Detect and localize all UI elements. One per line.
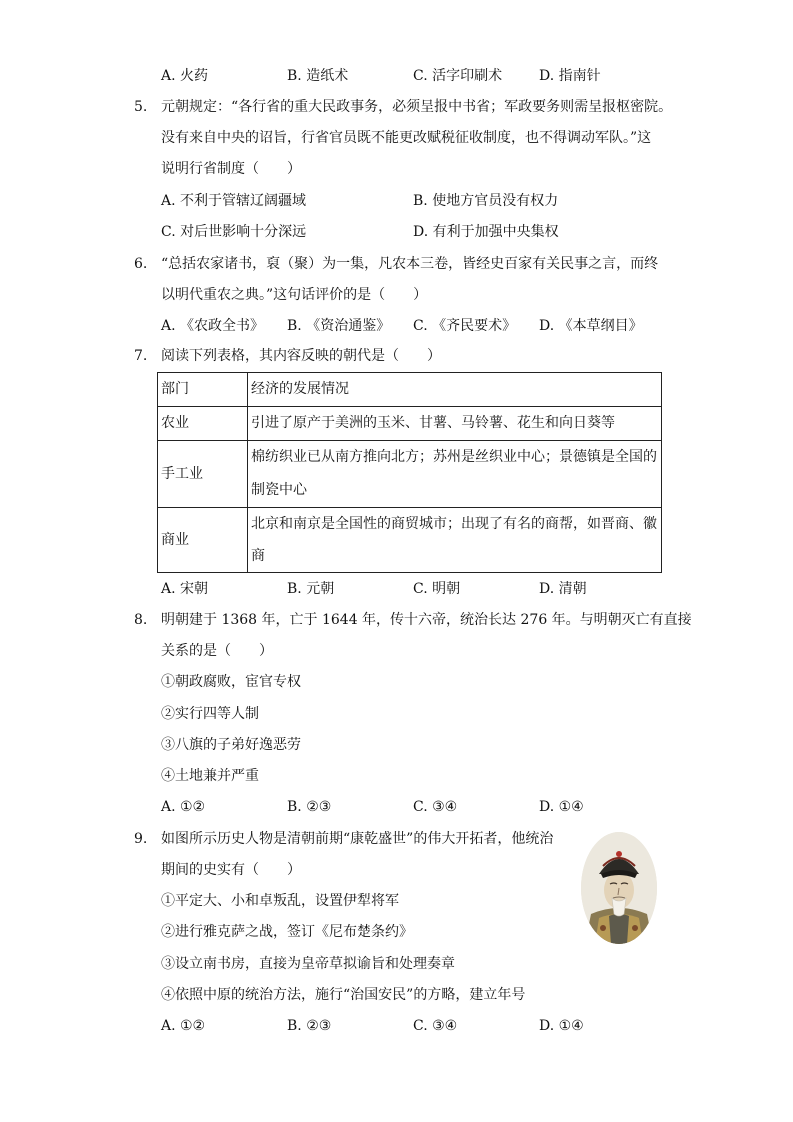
table-cell-description: 引进了原产于美洲的玉米、甘薯、马铃薯、花生和向日葵等 — [248, 407, 662, 441]
q6-option-c: C. 《齐民要术》 — [413, 318, 517, 334]
q6-stem-line-1: “总括农家诸书，裒（聚）为一集，凡农本三卷，皆经史百家有关民事之言，而终 — [161, 256, 659, 272]
table-cell-sector: 农业 — [158, 407, 248, 441]
q4-option-b: B. 造纸术 — [287, 68, 349, 84]
q8-number: 8. — [134, 612, 148, 628]
q9-item-3: ③设立南书房，直接为皇帝草拟谕旨和处理奏章 — [161, 956, 455, 972]
q7-option-b: B. 元朝 — [287, 581, 335, 597]
q9-stem-line-2: 期间的史实有（ ） — [161, 862, 301, 878]
table-cell-description: 北京和南京是全国性的商贸城市；出现了有名的商帮，如晋商、徽商 — [248, 508, 662, 573]
q8-stem-line-2: 关系的是（ ） — [161, 643, 273, 659]
economy-table — [157, 372, 662, 573]
q7-number: 7. — [134, 348, 148, 364]
q9-item-1: ①平定大、小和卓叛乱，设置伊犁将军 — [161, 893, 399, 909]
q5-option-d: D. 有利于加强中央集权 — [413, 224, 559, 240]
q6-option-d: D. 《本草纲目》 — [539, 318, 643, 334]
table-row — [158, 441, 662, 508]
q8-item-1: ①朝政腐败，宦官专权 — [161, 674, 301, 690]
q5-option-a: A. 不利于管辖辽阔疆域 — [161, 193, 307, 209]
q5-option-b: B. 使地方官员没有权力 — [413, 193, 559, 209]
q9-option-d: D. ①④ — [539, 1018, 584, 1034]
table-header-cell: 经济的发展情况 — [248, 373, 662, 407]
q7-option-c: C. 明朝 — [413, 581, 461, 597]
table-cell-sector: 商业 — [158, 508, 248, 573]
q9-stem-line-1: 如图所示历史人物是清朝前期“康乾盛世”的伟大开拓者，他统治 — [161, 831, 554, 847]
q6-option-b: B. 《资治通鉴》 — [287, 318, 391, 334]
q8-option-b: B. ②③ — [287, 799, 332, 815]
table-header-row — [158, 373, 662, 407]
q6-number: 6. — [134, 256, 148, 272]
q8-option-a: A. ①② — [161, 799, 206, 815]
q5-option-c: C. 对后世影响十分深远 — [161, 224, 307, 240]
q6-option-a: A. 《农政全书》 — [161, 318, 265, 334]
q9-item-4: ④依照中原的统治方法，施行“治国安民”的方略，建立年号 — [161, 987, 526, 1003]
q7-option-d: D. 清朝 — [539, 581, 587, 597]
q5-stem-line-2: 没有来自中央的诏旨，行省官员既不能更改赋税征收制度，也不得调动军队。”这 — [161, 130, 652, 146]
q7-stem: 阅读下列表格，其内容反映的朝代是（ ） — [161, 348, 441, 364]
q8-item-3: ③八旗的子弟好逸恶劳 — [161, 737, 301, 753]
q8-option-c: C. ③④ — [413, 799, 458, 815]
table-header-cell: 部门 — [158, 373, 248, 407]
q6-stem-line-2: 以明代重农之典。”这句话评价的是（ ） — [161, 287, 428, 303]
q8-item-4: ④土地兼并严重 — [161, 768, 259, 784]
q5-stem-line-3: 说明行省制度（ ） — [161, 161, 301, 177]
table-cell-sector: 手工业 — [158, 441, 248, 508]
emperor-portrait-image — [581, 832, 657, 944]
q9-option-a: A. ①② — [161, 1018, 206, 1034]
q4-option-c: C. 活字印刷术 — [413, 68, 503, 84]
q9-option-b: B. ②③ — [287, 1018, 332, 1034]
table-cell-description: 棉纺织业已从南方推向北方；苏州是丝织业中心；景德镇是全国的制瓷中心 — [248, 441, 662, 508]
q9-number: 9. — [134, 831, 148, 847]
q9-option-c: C. ③④ — [413, 1018, 458, 1034]
q5-number: 5. — [134, 99, 148, 115]
q8-stem-line-1: 明朝建于 1368 年，亡于 1644 年，传十六帝，统治长达 276 年。与明朝灭亡有直接 — [161, 612, 692, 628]
table-row — [158, 407, 662, 441]
q5-stem-line-1: 元朝规定：“各行省的重大民政事务，必须呈报中书省；军政要务则需呈报枢密院。 — [161, 99, 673, 115]
table-row — [158, 508, 662, 573]
q4-option-d: D. 指南针 — [539, 68, 601, 84]
q4-option-a: A. 火药 — [161, 68, 209, 84]
q7-option-a: A. 宋朝 — [161, 581, 209, 597]
q8-option-d: D. ①④ — [539, 799, 584, 815]
q8-item-2: ②实行四等人制 — [161, 706, 259, 722]
q9-item-2: ②进行雅克萨之战，签订《尼布楚条约》 — [161, 924, 413, 940]
